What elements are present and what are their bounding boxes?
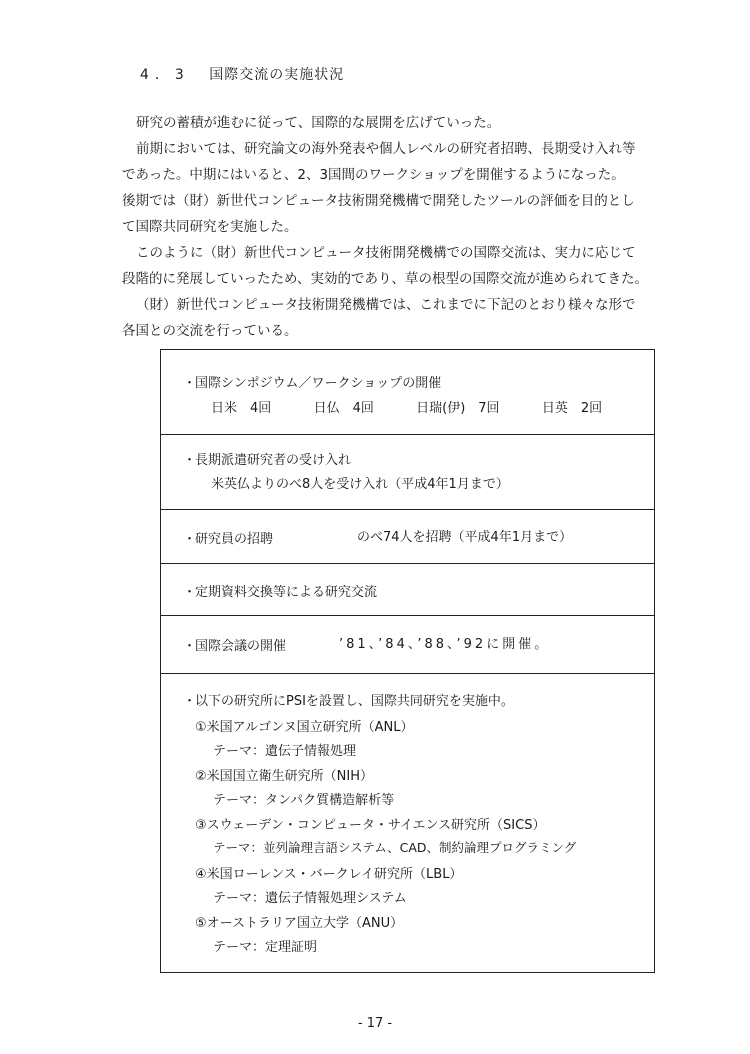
paragraph-line: て国際共同研究を実施した。 — [122, 219, 298, 235]
bullet-icon: ・ — [183, 532, 197, 547]
long-term-detail: 米英仏よりのべ8人を受け入れ（平成4年1月まで） — [211, 477, 509, 492]
institute-name: ⑤オーストラリア国立大学（ANU） — [195, 916, 404, 931]
invitation-section — [161, 510, 654, 564]
paragraph-line: 後期では（財）新世代コンピュータ技術開発機構で開発したツールの評価を目的とし — [122, 193, 635, 209]
psi-label: 以下の研究所にPSIを設置し、国際共同研究を実施中。 — [195, 694, 514, 709]
paragraph-line: このように（財）新世代コンピュータ技術開発機構での国際交流は、実力に応じて — [136, 245, 636, 261]
bullet-icon: ・ — [183, 376, 197, 391]
institute-name: ①米国アルゴンヌ国立研究所（ANL） — [195, 720, 414, 735]
symposium-count-uk: 日英 2回 — [541, 401, 603, 416]
institute-theme: テーマ：遺伝子情報処理 — [213, 744, 357, 759]
institute-theme: テーマ：並列論理言語システム、CAD、制約論理プログラミング — [213, 840, 577, 855]
paragraph-line: 研究の蓄積が進むに従って、国際的な展開を広げていった。 — [136, 115, 501, 131]
paragraph-line: であった。中期にはいると、2、3国間のワークショップを開催するようになった。 — [122, 167, 625, 183]
section-number: 4．3 — [140, 67, 190, 83]
institute-name: ②米国国立衛生研究所（NIH） — [195, 769, 373, 784]
conference-label: 国際会議の開催 — [195, 639, 287, 654]
section-heading — [140, 64, 344, 84]
symposium-label: 国際シンポジウム／ワークショップの開催 — [195, 376, 442, 391]
paragraph-line: 段階的に発展していったため、実効的であり、草の根型の国際交流が進められてきた。 — [122, 271, 648, 287]
bullet-icon: ・ — [183, 694, 197, 709]
paragraph-line: （財）新世代コンピュータ技術開発機構では、これまでに下記のとおり様々な形で — [136, 297, 636, 313]
invitation-label: 研究員の招聘 — [195, 532, 274, 547]
paragraph-line: 前期においては、研究論文の海外発表や個人レベルの研究者招聘、長期受け入れ等 — [136, 141, 636, 157]
institute-theme: テーマ：定理証明 — [213, 940, 318, 955]
conference-years: ’81、’84、’88、’92に開催。 — [339, 637, 551, 652]
bullet-icon: ・ — [183, 453, 197, 468]
bullet-icon: ・ — [183, 639, 197, 654]
long-term-label: 長期派遣研究者の受け入れ — [195, 453, 352, 468]
symposium-count-se: 日瑞(伊) 7回 — [416, 401, 500, 416]
institute-theme: テーマ：タンパク質構造解析等 — [213, 793, 395, 808]
paragraph-line: 各国との交流を行っている。 — [122, 323, 298, 339]
symposium-count-us: 日米 4回 — [211, 401, 272, 416]
section-title: 国際交流の実施状況 — [209, 67, 345, 83]
symposium-section — [161, 350, 654, 435]
exchange-label: 定期資料交換等による研究交流 — [195, 585, 378, 600]
page-number: - 17 - — [357, 1016, 393, 1031]
body-paragraph — [122, 110, 682, 344]
bullet-icon: ・ — [183, 585, 197, 600]
institute-name: ③スウェーデン・コンピュータ・サイエンス研究所（SICS） — [195, 818, 546, 833]
long-term-section — [161, 435, 654, 510]
symposium-count-fr: 日仏 4回 — [313, 401, 374, 416]
institute-theme: テーマ：遺伝子情報処理システム — [213, 891, 407, 906]
exchange-summary-box — [160, 349, 655, 973]
institute-name: ④米国ローレンス・バークレイ研究所（LBL） — [195, 867, 463, 882]
conference-section — [161, 616, 654, 674]
exchange-section — [161, 564, 654, 616]
psi-section — [161, 674, 654, 972]
invitation-detail: のべ74人を招聘（平成4年1月まで） — [357, 530, 573, 545]
